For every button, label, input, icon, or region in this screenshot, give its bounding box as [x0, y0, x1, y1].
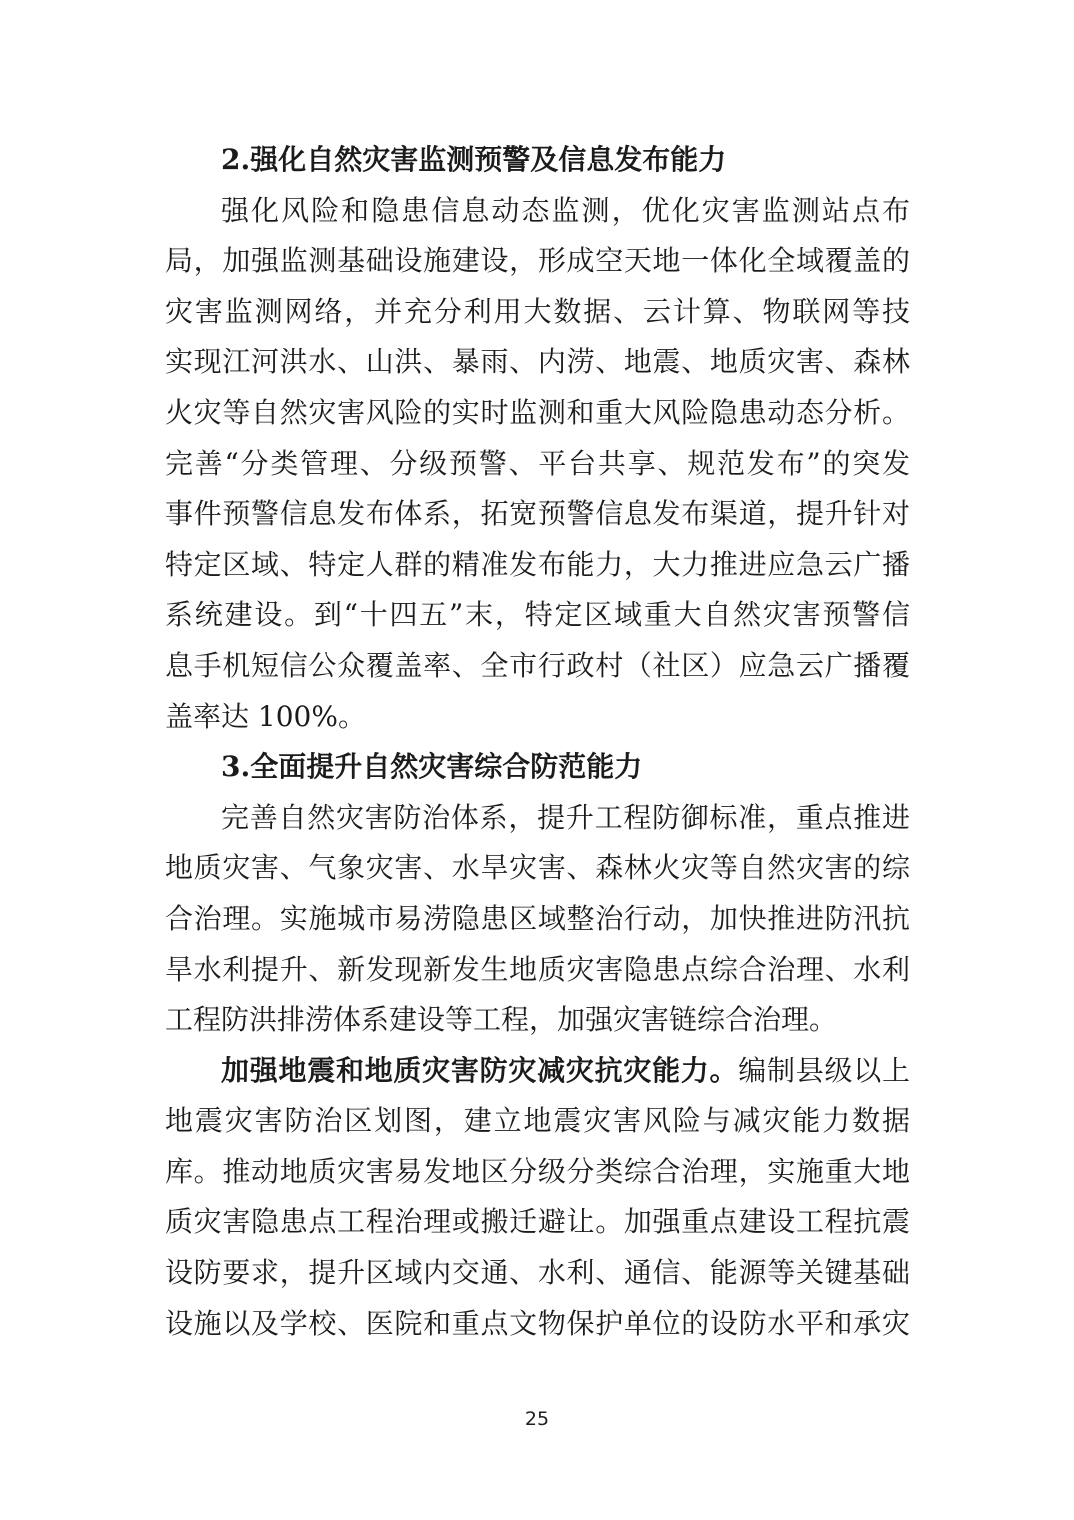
paragraph-line: 盖率达 100%。 [165, 699, 366, 733]
paragraph-line: 强化风险和隐患信息动态监测，优化灾害监测站点布 [221, 193, 910, 227]
paragraph-line: 质灾害隐患点工程治理或搬迁避让。加强重点建设工程抗震 [165, 1205, 910, 1239]
paragraph-line: 息手机短信公众覆盖率、全市行政村（社区）应急云广播覆 [165, 648, 910, 682]
section-heading: 2.强化自然灾害监测预警及信息发布能力 [221, 143, 727, 176]
paragraph-line: 库。推动地质灾害易发地区分级分类综合治理，实施重大地 [165, 1154, 910, 1188]
paragraph-line [165, 1046, 910, 1097]
paragraph [165, 186, 910, 743]
paragraph-line: 系统建设。到“十四五”末，特定区域重大自然灾害预警信 [165, 598, 910, 632]
paragraph-line: 局，加强监测基础设施建设，形成空天地一体化全域覆盖的 [165, 244, 910, 278]
section-heading: 3.全面提升自然灾害综合防范能力 [221, 750, 643, 784]
paragraph-line-text: 编制县级以上 [738, 1053, 910, 1087]
paragraph-line: 完善“分类管理、分级预警、平台共享、规范发布”的突发 [165, 446, 910, 480]
paragraph-line: 实现江河洪水、山洪、暴雨、内涝、地震、地质灾害、森林 [165, 345, 910, 379]
paragraph-line: 事件预警信息发布体系，拓宽预警信息发布渠道，提升针对 [165, 497, 910, 531]
paragraph-line: 合治理。实施城市易涝隐患区域整治行动，加快推进防汛抗 [165, 901, 910, 935]
page-number: 25 [524, 1408, 550, 1430]
paragraph-line: 工程防洪排涝体系建设等工程，加强灾害链综合治理。 [165, 1003, 838, 1037]
paragraph-line: 设防要求，提升区域内交通、水利、通信、能源等关键基础 [165, 1256, 910, 1290]
paragraph-line: 特定区域、特定人群的精准发布能力，大力推进应急云广播 [165, 547, 910, 581]
paragraph-line: 灾害监测网络，并充分利用大数据、云计算、物联网等技 [165, 294, 910, 328]
paragraph-line: 地震灾害防治区划图，建立地震灾害风险与减灾能力数据 [165, 1104, 910, 1138]
paragraph-line: 火灾等自然灾害风险的实时监测和重大风险隐患动态分析。 [165, 395, 910, 429]
paragraph-line: 旱水利提升、新发现新发生地质灾害隐患点综合治理、水利 [165, 952, 910, 986]
paragraph [165, 793, 910, 1046]
paragraph-line: 地质灾害、气象灾害、水旱灾害、森林火灾等自然灾害的综 [165, 851, 910, 885]
paragraph-line: 完善自然灾害防治体系，提升工程防御标准，重点推进 [221, 800, 910, 834]
paragraph [165, 1046, 910, 1350]
paragraph-lead-bold: 加强地震和地质灾害防灾减灾抗灾能力。 [221, 1053, 739, 1087]
paragraph-line: 设施以及学校、医院和重点文物保护单位的设防水平和承灾 [165, 1306, 910, 1340]
document-body [165, 135, 910, 1349]
